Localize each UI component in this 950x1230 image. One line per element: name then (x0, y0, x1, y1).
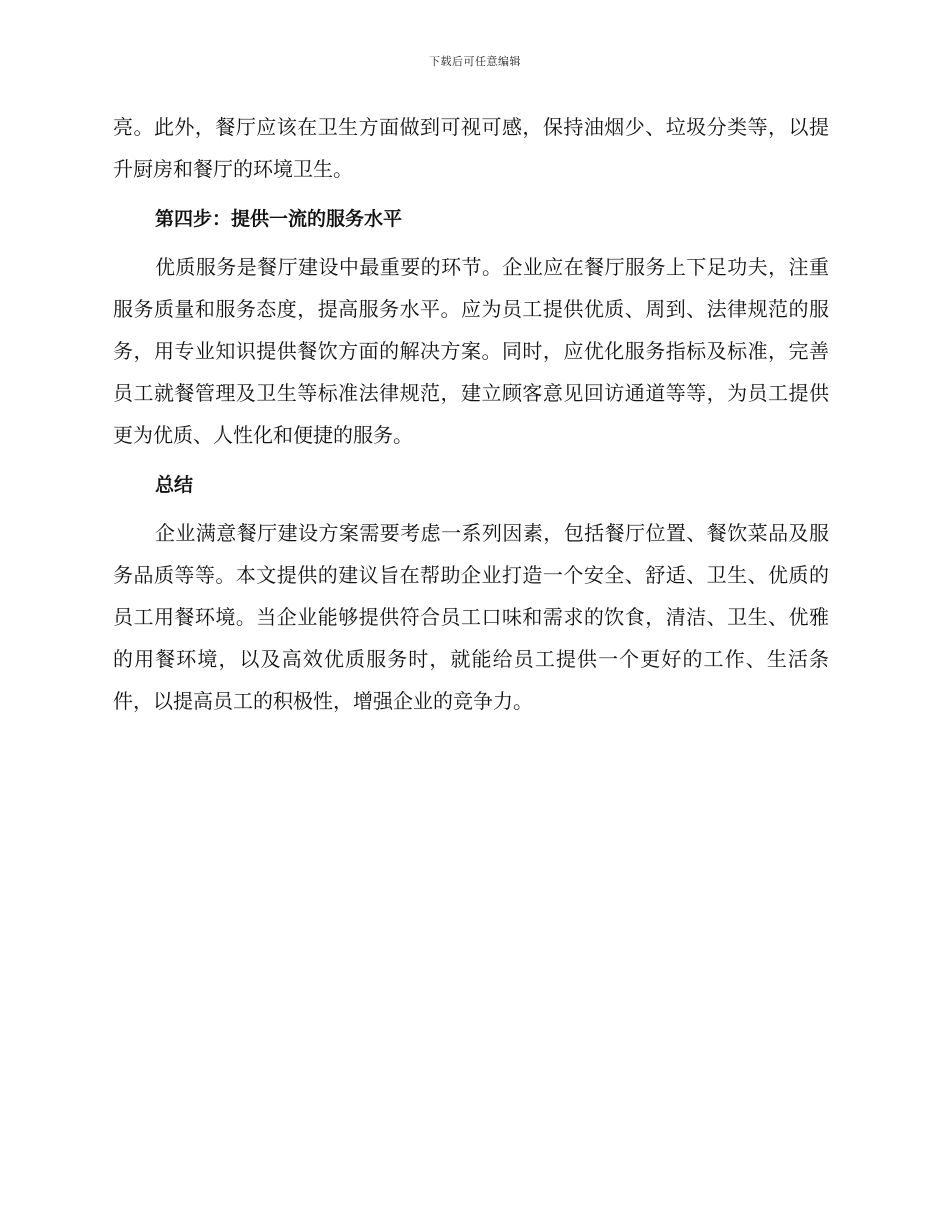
paragraph-summary: 企业满意餐厅建设方案需要考虑一系列因素，包括餐厅位置、餐饮菜品及服务品质等等。本文提供的建议旨在帮助企业打造一个安全、舒适、卫生、优质的员工用餐环境。当企业能够提供符合员工口味和需求的饮食，清洁、卫生、优雅的用餐环境，以及高效优质服务时，就能给员工提供一个更好的工作、生活条件，以提高员工的积极性，增强企业的竞争力。 (113, 521, 829, 713)
section-heading-summary: 总结 (155, 474, 194, 496)
paragraph-service: 优质服务是餐厅建设中最重要的环节。企业应在餐厅服务上下足功夫，注重服务质量和服务态度，提高服务水平。应为员工提供优质、周到、法律规范的服务，用专业知识提供餐饮方面的解决方案。同时，应优化服务指标及标准，完善员工就餐管理及卫生等标准法律规范，建立顾客意见回访通道等等，为员工提供更为优质、人性化和便捷的服务。 (113, 255, 829, 447)
document-body (113, 106, 829, 722)
page-header: 下载后可任意编辑 (429, 55, 521, 68)
section-heading-step-four: 第四步：提供一流的服务水平 (155, 208, 403, 230)
paragraph-continuation: 亮。此外，餐厅应该在卫生方面做到可视可感，保持油烟少、垃圾分类等，以提升厨房和餐厅的环境卫生。 (113, 115, 829, 181)
